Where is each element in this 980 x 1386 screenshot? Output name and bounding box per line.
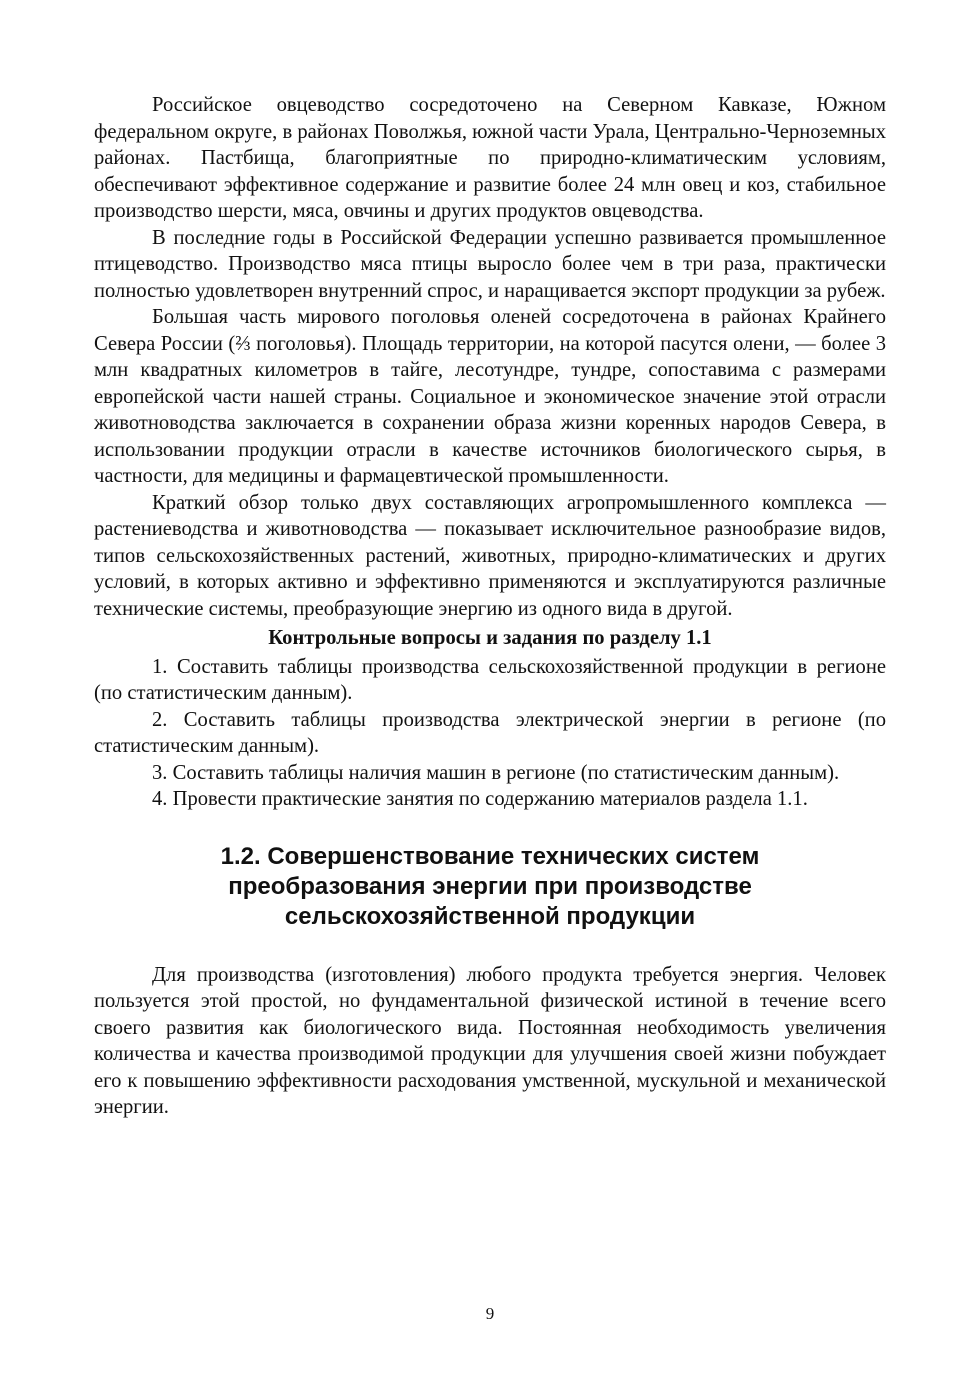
section-heading xyxy=(94,842,886,932)
paragraph-sheep-farming: Российское овцеводство сосредоточено на Северном Кавказе, Южном федеральном округе, в районах Поволжья, южной части Урала, Центрально-Черноземных районах. Пастбища, благоприятные по природно-климатическим условиям, обеспечивают эффективное содержание и развитие более 24 млн овец и коз, стабильное производство шерсти, мяса, овчины и других продуктов овцеводства. xyxy=(94,94,886,222)
question-item-2: 2. Составить таблицы производства электрической энергии в регионе (по статистическим данным). xyxy=(94,708,886,757)
paragraph-energy: Для производства (изготовления) любого продукта требуется энергия. Человек пользуется этой простой, но фундаментальной физической истиной в течение всего своего развития как биологического вида. Постоянная необходимость увеличения количества и качества производимой продукции для улучшения своей жизни побуждает его к повышению эффективности расходования умственной, мускульной и механической энергии. xyxy=(94,963,886,1118)
heading-line-1: 1.2. Совершенствование технических систем xyxy=(220,842,760,870)
paragraph-poultry-farming: В последние годы в Российской Федерации успешно развивается промышленное птицеводство. Производство мяса птицы выросло более чем в три раза, практически полностью удовлетворен внутренний спрос, и наращивается экспорт продукции за рубеж. xyxy=(94,226,886,302)
page-content xyxy=(94,92,886,1121)
page-number: 9 xyxy=(485,1304,495,1323)
paragraph-overview: Краткий обзор только двух составляющих агропромышленного комплекса — растениеводства и животноводства — показывает исключительное разнообразие видов, типов сельскохозяйственных растений, животных, природно-климатических и других условий, в которых активно и эффективно применяются и эксплуатируются различные технические системы, преобразующие энергию из одного вида в другой. xyxy=(94,491,886,620)
heading-line-2: преобразования энергии при производстве xyxy=(228,872,752,900)
heading-line-3: сельскохозяйственной продукции xyxy=(284,902,696,930)
question-item-1: 1. Составить таблицы производства сельскохозяйственной продукции в регионе (по статистическим данным). xyxy=(94,655,886,704)
questions-title: Контрольные вопросы и задания по разделу 1.1 xyxy=(268,627,712,649)
paragraph-reindeer-herding: Большая часть мирового поголовья оленей сосредоточена в районах Крайнего Севера России (⅔ поголовья). Площадь территории, на которой пасутся олени, — более 3 млн квадратных километров в тайге, лесотундре, тундре, сопоставима с размерами европейской части нашей страны. Социальное и экономическое значение этой отрасли животноводства заключается в сохранении образа жизни коренных народов Севера, в использовании продукции отрасли в качестве источников биологического сырья, в частности, для медицины и фармацевтической промышленности. xyxy=(94,306,886,487)
question-item-4: 4. Провести практические занятия по содержанию материалов раздела 1.1. xyxy=(152,788,808,810)
question-item-3: 3. Составить таблицы наличия машин в регионе (по статистическим данным). xyxy=(152,761,840,784)
